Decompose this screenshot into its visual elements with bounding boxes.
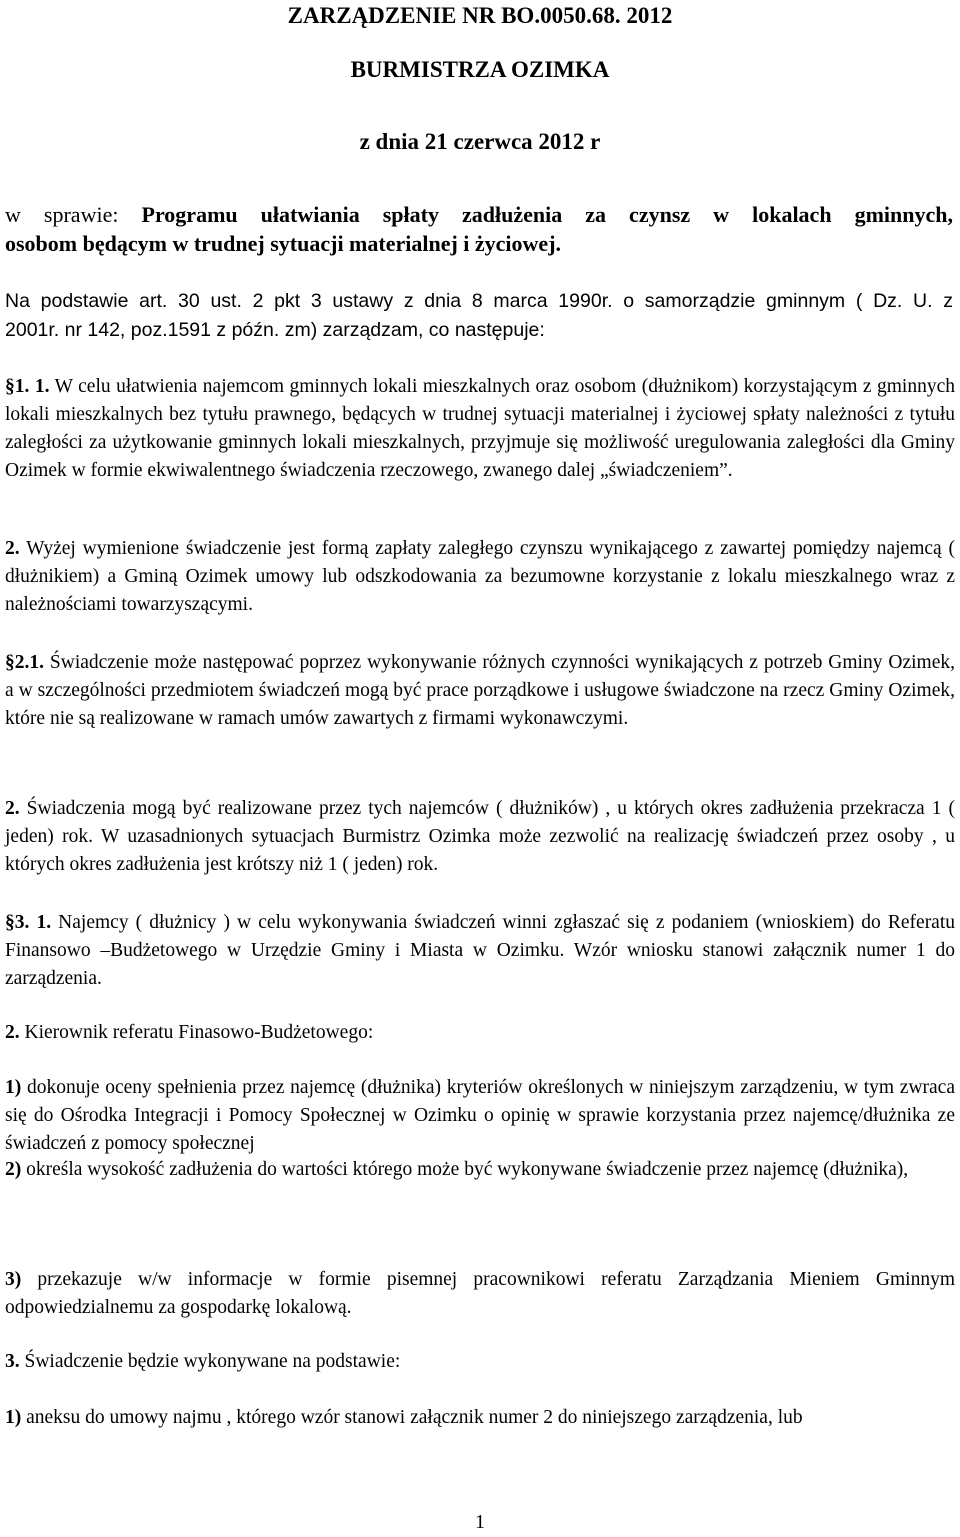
paragraph-text: przekazuje w/w informacje w formie pisemnej pracownikowi referatu Zarządzania Mieniem Gminnym odpowiedzialnemu za gospodarkę lokalową. xyxy=(5,1269,955,1318)
paragraph-1-2 xyxy=(5,535,955,619)
paragraph-text: aneksu do umowy najmu , którego wzór stanowi załącznik numer 2 do niniejszego zarządzenia, lub xyxy=(21,1407,803,1428)
paragraph-3-2-item-2 xyxy=(5,1156,955,1184)
paragraph-number: 2. xyxy=(5,1022,20,1043)
page-number: 1 xyxy=(475,1511,485,1533)
subject-line-1 xyxy=(5,200,953,229)
paragraph-text: określa wysokość zadłużenia do wartości którego może być wykonywane świadczenie przez najemcę (dłużnika), xyxy=(21,1159,909,1180)
paragraph-text: Kierownik referatu Finasowo-Budżetowego: xyxy=(19,1022,374,1043)
document-title: ZARZĄDZENIE NR BO.0050.68. 2012 xyxy=(287,3,673,28)
paragraph-text: Wyżej wymienione świadczenie jest formą zapłaty zaległego czynszu wynikającego z zawartej pomiędzy najemcą ( dłużnikiem) a Gminą Ozimek umowy lub odszkodowania za bezumowne korzystanie z lokalu mieszkalnego wraz z należnościami towarzyszącymi. xyxy=(5,538,955,615)
subject-title-line-1: Programu ułatwiania spłaty zadłużenia za czynsz w lokalach gminnych, xyxy=(141,202,954,227)
paragraph-2-2 xyxy=(5,795,955,879)
paragraph-3-3 xyxy=(5,1348,955,1376)
paragraph-number: §1. 1. xyxy=(5,376,50,397)
paragraph-number: §2.1. xyxy=(5,652,44,673)
paragraph-3-3-item-1 xyxy=(5,1404,955,1432)
paragraph-text: Świadczenia mogą być realizowane przez tych najemców ( dłużników) , u których okres zadłużenia przekracza 1 ( jeden) rok. W uzasadnionych sytuacjach Burmistrz Ozimka może zezwolić na realizację świadczeń przez osoby , u których okres zadłużenia jest krótszy niż 1 ( jeden) rok. xyxy=(5,798,955,875)
subject-title-line-2: osobom będącym w trudnej sytuacji materialnej i życiowej. xyxy=(5,231,562,256)
paragraph-number: 1) xyxy=(5,1407,22,1428)
paragraph-text: W celu ułatwienia najemcom gminnych lokali mieszkalnych oraz osobom (dłużnikom) korzystającym z gminnych lokali mieszkalnych bez tytułu prawnego, będących w trudnej sytuacji materialnej i życiowej spłaty należności z tytułu zaległości za użytkowanie gminnych lokali mieszkalnych, przyjmuje się możliwość uregulowania zaległości dla Gminy Ozimek w formie ekwiwalentnego świadczenia rzeczowego, zwanego dalej „świadczeniem”. xyxy=(5,376,955,481)
paragraph-text: Najemcy ( dłużnicy ) w celu wykonywania świadczeń winni zgłaszać się z podaniem (wnioskiem) do Referatu Finansowo –Budżetowego w Urzędzie Gminy i Miasta w Ozimku. Wzór wniosku stanowi załącznik numer 1 do zarządzenia. xyxy=(5,912,956,989)
paragraph-3-2-item-1 xyxy=(5,1074,955,1158)
paragraph-number: 2. xyxy=(5,538,20,559)
document-subject xyxy=(5,200,953,258)
paragraph-3-1 xyxy=(5,909,955,993)
paragraph-3-2-item-3 xyxy=(5,1266,955,1322)
legal-basis xyxy=(5,287,953,345)
document-date: z dnia 21 czerwca 2012 r xyxy=(359,129,601,154)
paragraph-number: §3. 1. xyxy=(5,912,52,933)
paragraph-number: 2) xyxy=(5,1159,22,1180)
paragraph-text: Świadczenie może następować poprzez wykonywanie różnych czynności wynikających z potrzeb Gminy Ozimek, a w szczególności przedmiotem świadczeń mogą być prace porządkowe i usługowe świadczone na rzecz Gminy Ozimek, które nie są realizowane w ramach umów zawartych z firmami wykonawczymi. xyxy=(5,652,955,729)
paragraph-text: dokonuje oceny spełnienia przez najemcę (dłużnika) kryteriów określonych w niniejszym zarządzeniu, w tym zwraca się do Ośrodka Integracji i Pomocy Społecznej w Ozimku o opinię w sprawie korzystania przez najemcę/dłużnika ze świadczeń z pomocy społecznej xyxy=(5,1077,955,1154)
legal-basis-line-1: Na podstawie art. 30 ust. 2 pkt 3 ustawy z dnia 8 marca 1990r. o samorządzie gminnym ( Dz. U. z xyxy=(5,290,953,312)
paragraph-text: Świadczenie będzie wykonywane na podstawie: xyxy=(19,1351,401,1372)
subject-prefix: w sprawie: xyxy=(5,202,142,227)
legal-basis-line-2: 2001r. nr 142, poz.1591 z późn. zm) zarządzam, co następuje: xyxy=(5,319,545,341)
paragraph-3-2 xyxy=(5,1019,955,1047)
paragraph-number: 1) xyxy=(5,1077,22,1098)
paragraph-number: 3) xyxy=(5,1269,22,1290)
document-issuer: BURMISTRZA OZIMKA xyxy=(350,57,610,82)
paragraph-2-1 xyxy=(5,649,955,733)
paragraph-1-1 xyxy=(5,373,955,485)
paragraph-number: 3. xyxy=(5,1351,20,1372)
paragraph-number: 2. xyxy=(5,798,20,819)
